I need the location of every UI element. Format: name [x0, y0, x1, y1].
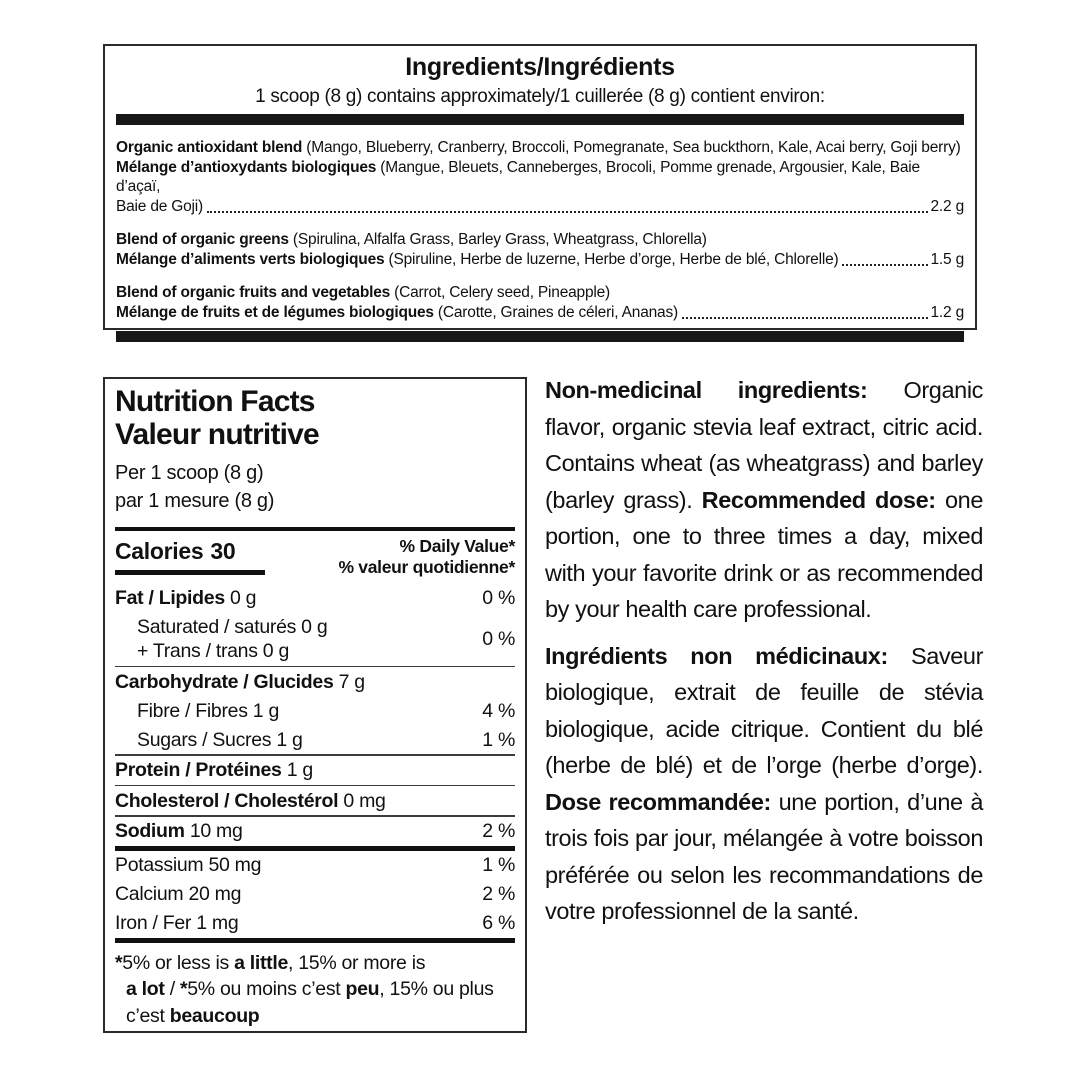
nutrient-dv: 2 % [482, 820, 515, 842]
nutrient-dv: 0 % [482, 587, 515, 609]
non-medicinal-ingredients-paragraph: Non-medicinal ingredients: Organic flavor, organic stevia leaf extract, citric acid. Contains wheat (as wheatgrass) and barley (barley grass). Recommended dose: one portion, one to three times a day, mixed with your favorite drink or as recommended by your health care professional. [545, 377, 983, 622]
nutrient-dv: 6 % [482, 912, 515, 934]
ingredients-title: Ingredients/Ingrédients [405, 53, 675, 81]
nutrient-label: Saturated / saturés 0 g [137, 616, 328, 638]
ingredient-amount: 1.2 g [930, 303, 964, 321]
nutrient-label: Fat / Lipides 0 g [115, 587, 257, 609]
nutrient-label: Potassium 50 mg [115, 854, 262, 876]
ingredient-entry [116, 138, 964, 216]
footnote-line: *5% or less is a little, 15% or more is [115, 951, 426, 974]
ingredient-line [116, 250, 964, 270]
nutrient-rows [115, 584, 515, 943]
ingredient-line: Blend of organic greens (Spirulina, Alfalfa Grass, Barley Grass, Wheatgrass, Chlorella) [116, 231, 707, 248]
nutrient-label: Protein / Protéines 1 g [115, 759, 313, 781]
nutrient-row [115, 851, 515, 880]
ingredient-line-text: Baie de Goji) [116, 197, 204, 215]
nutrient-label: Cholesterol / Cholestérol 0 mg [115, 789, 386, 812]
bottom-divider-bar [116, 331, 964, 342]
ingredient-line: Mélange d’antioxydants biologiques (Mangue, Bleuets, Canneberges, Brocoli, Pomme grenade, Argousier, Kale, Baie d’açaï, [116, 158, 920, 195]
serving-size-en: Per 1 scoop (8 g) [115, 462, 264, 484]
nutrient-row [115, 696, 515, 725]
nutrient-dv: 0 % [482, 628, 515, 650]
daily-value-header-fr: % valeur quotidienne* [338, 556, 515, 577]
nutrient-dv: 1 % [482, 728, 515, 751]
ingredient-line-text: Mélange d’aliments verts biologiques (Spiruline, Herbe de luzerne, Herbe d’orge, Herbe de blé, Chlorelle) [116, 250, 839, 268]
daily-value-header-en: % Daily Value* [399, 535, 515, 556]
dot-leader [842, 264, 927, 266]
nutrient-row [115, 725, 515, 754]
ingredients-list [116, 138, 964, 322]
nutrition-title-fr: Valeur nutritive [115, 418, 319, 451]
thick-rule [115, 938, 515, 943]
nutrient-row-group [115, 613, 515, 666]
nutrient-label: + Trans / trans 0 g [137, 640, 290, 662]
calories-row [115, 536, 515, 578]
nutrient-row [115, 667, 515, 696]
ingredient-entry [116, 230, 964, 269]
ingredient-line-text: Mélange de fruits et de légumes biologiques (Carotte, Graines de céleri, Ananas) [116, 303, 678, 321]
dot-leader [207, 211, 928, 213]
dot-leader [682, 317, 928, 319]
nutrient-group-labels [115, 615, 327, 663]
footnote-line: c’est beaucoup [126, 1004, 260, 1027]
ingredient-amount: 2.2 g [930, 197, 964, 215]
ingredient-entry [116, 283, 964, 322]
ingredients-subtitle: 1 scoop (8 g) contains approximately/1 cuillerée (8 g) contient environ: [255, 86, 825, 107]
daily-value-header [338, 536, 515, 578]
ingredients-panel [103, 44, 977, 330]
nutrient-row [115, 909, 515, 938]
top-divider-bar [116, 114, 964, 125]
ingredient-line [116, 197, 964, 217]
nutrient-row [115, 880, 515, 909]
nutrient-row [115, 584, 515, 613]
header-rule [115, 527, 515, 531]
nutrient-label: Fibre / Fibres 1 g [137, 699, 279, 722]
nutrient-dv: 2 % [482, 883, 515, 905]
text-column [545, 372, 983, 940]
nutrient-label: Iron / Fer 1 mg [115, 912, 239, 934]
ingredient-line [116, 303, 964, 323]
nutrient-label: Sodium 10 mg [115, 820, 243, 842]
nutrient-row [115, 817, 515, 846]
nutrient-dv: 1 % [482, 854, 515, 876]
calories-number: 30 [210, 537, 236, 564]
ingredient-amount: 1.5 g [930, 250, 964, 268]
serving-size-fr: par 1 mesure (8 g) [115, 490, 275, 512]
nutrient-row [115, 786, 515, 815]
nutrition-facts-panel [103, 377, 527, 1033]
footnote-line: a lot / *5% ou moins c’est peu, 15% ou plus [126, 978, 494, 1000]
ingredients-non-medicinaux-paragraph: Ingrédients non médicinaux: Saveur biologique, extrait de feuille de stévia biologique, acide citrique. Contient du blé (herbe de blé) et de l’orge (herbe d’orge). Dose recommandée: une portion, d’une à trois fois par jour, mélangée à votre boisson préférée ou selon les recommandations de votre professionnel de la santé. [545, 642, 984, 924]
nutrient-label: Sugars / Sucres 1 g [137, 728, 303, 751]
nutrition-title-en: Nutrition Facts [115, 385, 315, 418]
daily-value-footnote [115, 950, 515, 1030]
nutrient-row [115, 756, 515, 785]
calories-label: Calories [115, 537, 204, 564]
ingredient-line: Organic antioxidant blend (Mango, Blueberry, Cranberry, Broccoli, Pomegranate, Sea buckthorn, Kale, Acai berry, Goji berry) [116, 139, 961, 156]
calories-value [115, 536, 265, 575]
nutrient-label: Carbohydrate / Glucides 7 g [115, 670, 365, 693]
ingredient-line: Blend of organic fruits and vegetables (Carrot, Celery seed, Pineapple) [116, 284, 611, 301]
nutrient-dv: 4 % [482, 699, 515, 722]
nutrient-label: Calcium 20 mg [115, 883, 242, 905]
